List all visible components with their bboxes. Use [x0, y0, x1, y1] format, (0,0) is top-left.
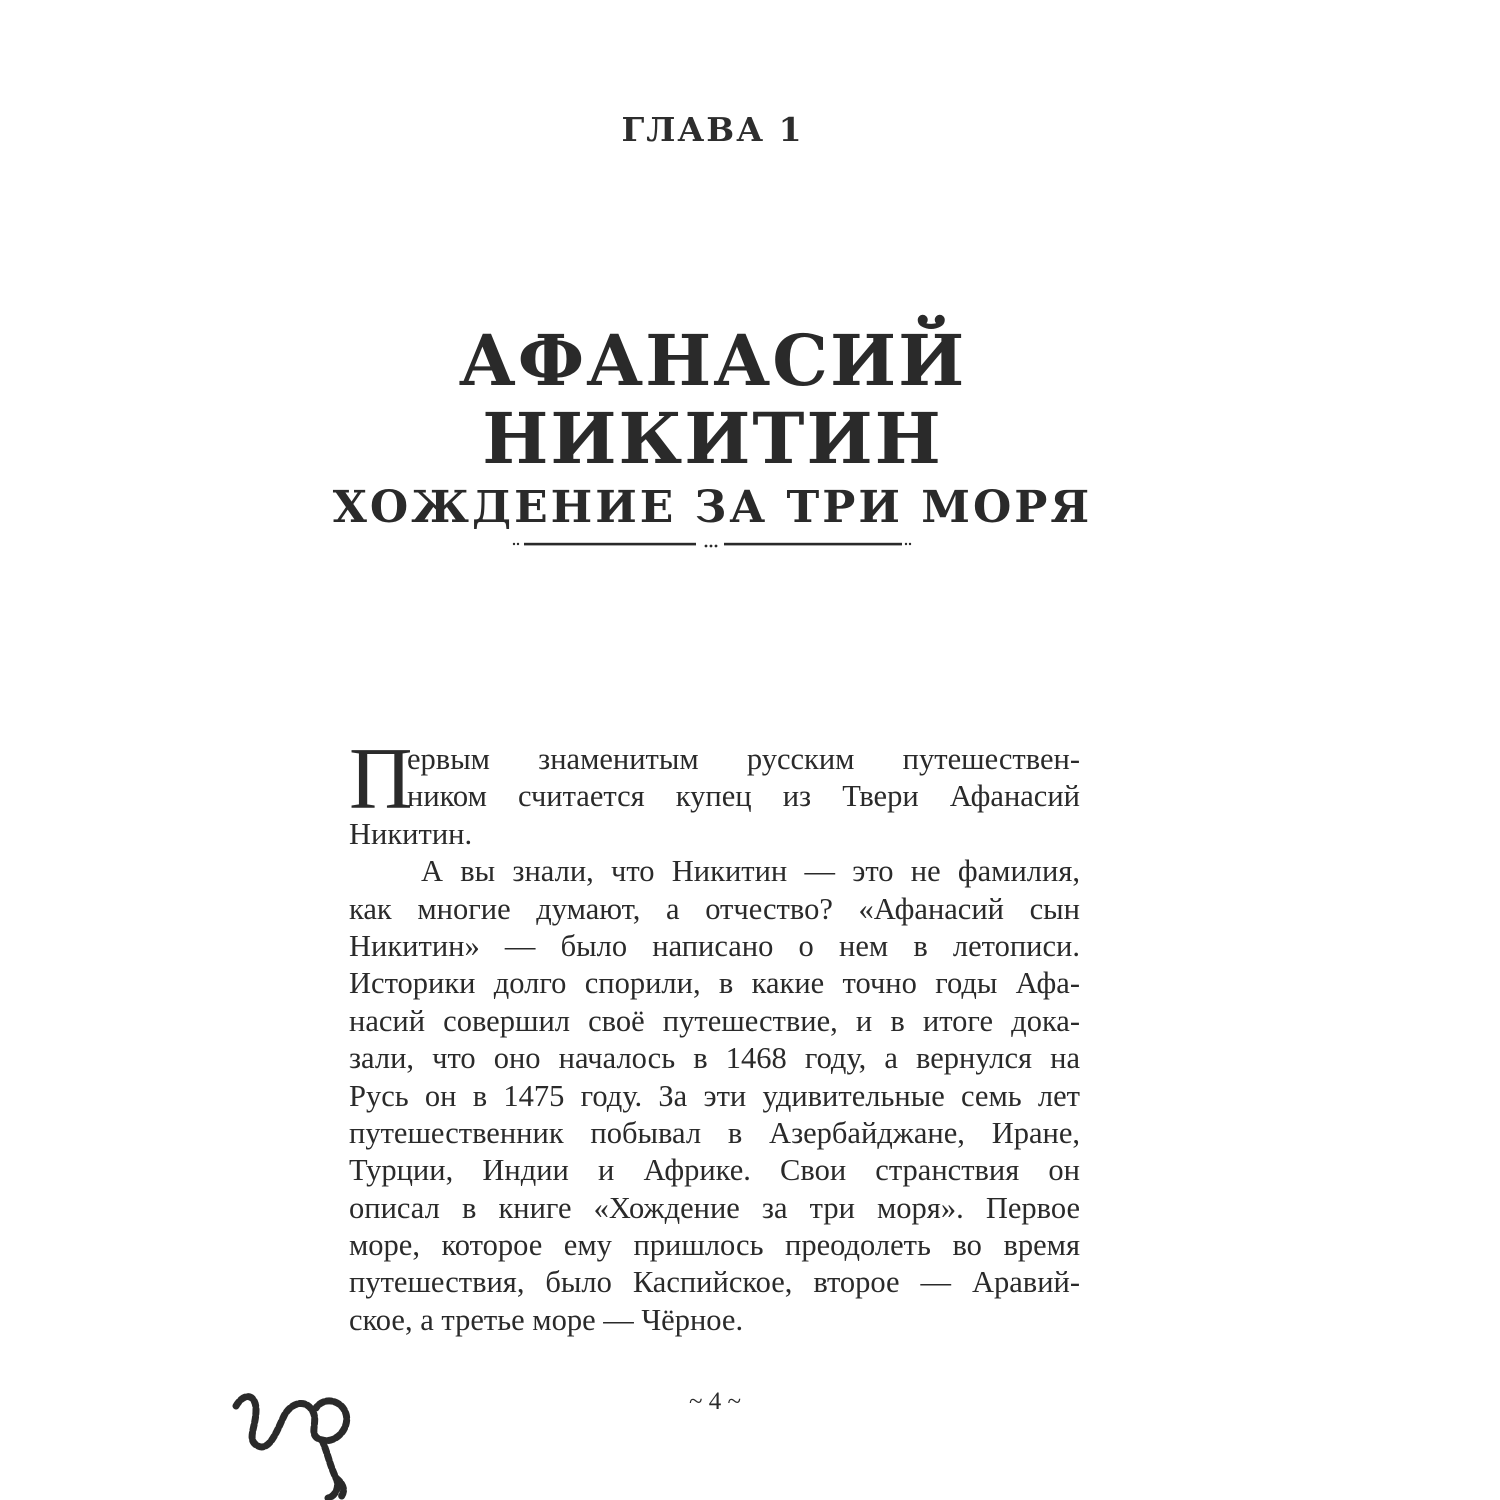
drop-cap: П [349, 731, 413, 828]
text-line: Турции, Индии и Африке. Свои странствия он [349, 1153, 1080, 1188]
text-line: ервым знаменитым русским путешествен- [407, 742, 1080, 776]
title-line-2: НИКИТИН [482, 397, 943, 480]
title-block [0, 319, 1425, 534]
text-line: ником считается купец из Твери Афанасий [407, 779, 1080, 814]
text-line: описал в книге «Хождение за три моря». Первое [349, 1190, 1080, 1225]
text-line: насий совершил своё путешествие, и в итоге дока- [349, 1003, 1080, 1038]
title-line-1: АФАНАСИЙ [458, 319, 967, 402]
text-line: Историки долго спорили, в какие точно годы Афа- [349, 966, 1080, 1001]
text-line: зали, что оно началось в 1468 году, а вернулся на [349, 1041, 1080, 1076]
body-text [349, 731, 1080, 1339]
subtitle: ХОЖДЕНИЕ ЗА ТРИ МОРЯ [332, 482, 1093, 533]
text-line: А вы знали, что Никитин — это не фамилия, [421, 854, 1080, 889]
chapter-label: ГЛАВА 1 [621, 110, 804, 149]
text-line: Русь он в 1475 году. За эти удивительные семь лет [349, 1078, 1080, 1113]
text-line: Никитин. [349, 816, 473, 851]
text-line: море, которое ему пришлось преодолеть во время [349, 1228, 1080, 1263]
text-line: путешественник побывал в Азербайджане, Иране, [349, 1115, 1080, 1150]
page-number: ~ 4 ~ [688, 1388, 742, 1415]
text-line: как многие думают, а отчество? «Афанасий сын [349, 891, 1080, 926]
text-line: Никитин» — было написано о нем в летописи. [349, 928, 1080, 963]
ornamental-divider [512, 536, 912, 552]
text-line: путешествия, было Каспийское, второе — Аравий- [349, 1265, 1080, 1300]
text-line: ское, а третье море — Чёрное. [349, 1302, 744, 1337]
